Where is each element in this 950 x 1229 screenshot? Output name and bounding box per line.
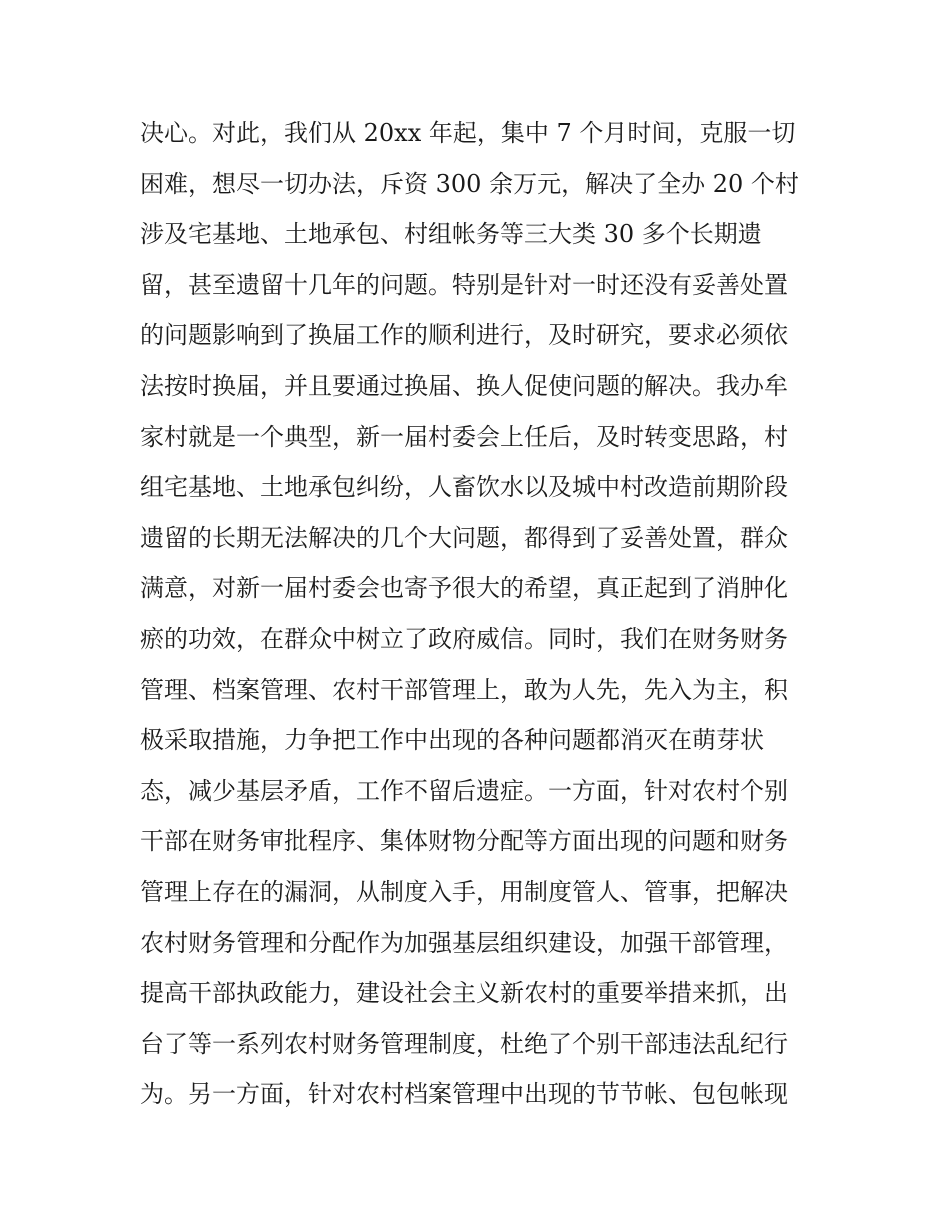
text-line: 涉及宅基地、土地承包、村组帐务等三大类 30 多个长期遗 [140,220,762,249]
text-line: 农村财务管理和分配作为加强基层组织建设，加强干部管理， [140,928,788,957]
text-line: 极采取措施，力争把工作中出现的各种问题都消灭在萌芽状 [140,726,764,755]
text-line: 管理上存在的漏洞，从制度入手，用制度管人、管事，把解决 [140,877,788,906]
text-line: 态，减少基层矛盾，工作不留后遗症。一方面，针对农村个别 [140,776,788,805]
text-line: 家村就是一个典型，新一届村委会上任后，及时转变思路，村 [140,422,788,451]
text-line: 组宅基地、土地承包纠纷，人畜饮水以及城中村改造前期阶段 [140,473,788,502]
text-line: 遗留的长期无法解决的几个大问题，都得到了妥善处置，群众 [140,523,788,552]
text-line: 法按时换届，并且要通过换届、换人促使问题的解决。我办牟 [140,371,788,400]
text-line: 台了等一系列农村财务管理制度，杜绝了个别干部违法乱纪行 [140,1029,788,1058]
text-line: 为。另一方面，针对农村档案管理中出现的节节帐、包包帐现 [140,1080,788,1109]
text-line: 干部在财务审批程序、集体财物分配等方面出现的问题和财务 [140,827,788,856]
text-line: 管理、档案管理、农村干部管理上，敢为人先，先入为主，积 [140,675,788,704]
text-line: 提高干部执政能力，建设社会主义新农村的重要举措来抓，出 [140,979,788,1008]
text-line: 留，甚至遗留十几年的问题。特别是针对一时还没有妥善处置 [140,270,788,299]
text-line: 决心。对此，我们从 20xx 年起，集中 7 个月时间，克服一切 [140,119,796,147]
text-line: 满意，对新一届村委会也寄予很大的希望，真正起到了消肿化 [140,574,788,603]
text-line: 的问题影响到了换届工作的顺利进行，及时研究，要求必须依 [140,321,788,350]
text-line: 瘀的功效，在群众中树立了政府威信。同时，我们在财务财务 [140,624,788,653]
text-line: 困难，想尽一切办法，斥资 300 余万元，解决了全办 20 个村 [140,169,799,198]
body-paragraph [140,108,820,1120]
